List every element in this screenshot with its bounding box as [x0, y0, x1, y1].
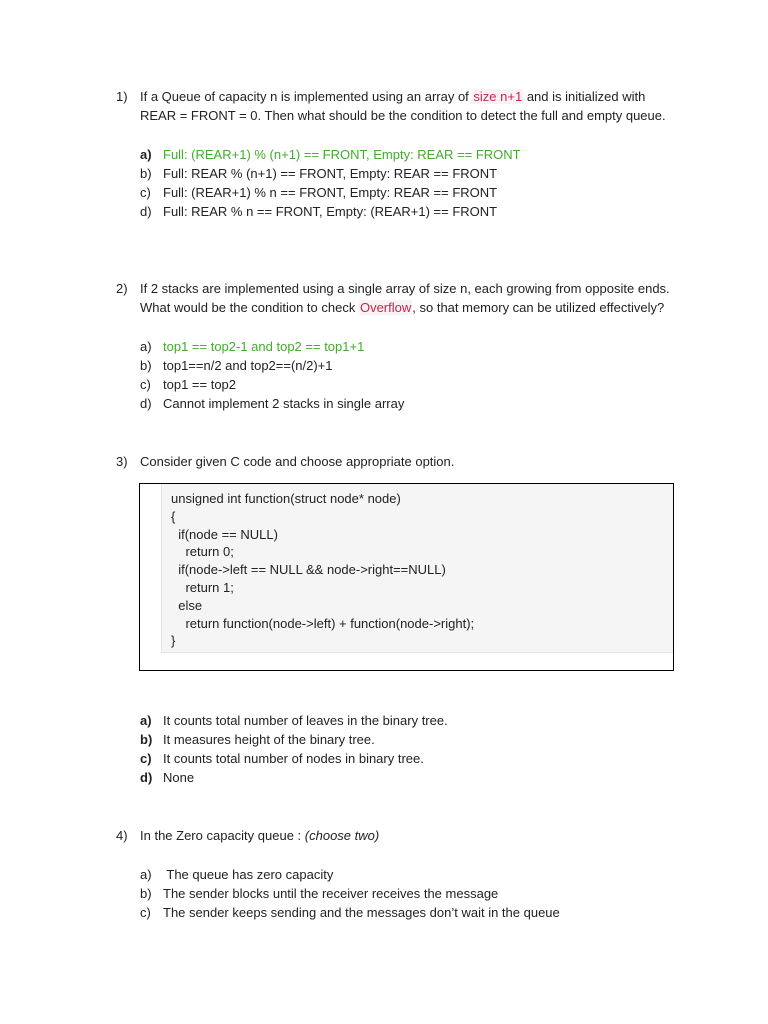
option-text: Full: (REAR+1) % n == FRONT, Empty: REAR == FRONT	[163, 185, 498, 200]
option-text: It counts total number of nodes in binary tree.	[163, 751, 424, 766]
highlighted-term: Overflow	[359, 300, 412, 315]
option-c	[116, 183, 676, 202]
code-line: {	[171, 508, 176, 524]
option-text: It counts total number of leaves in the binary tree.	[163, 713, 448, 728]
question-text-part: If 2 stacks are implemented using a single array of size n, each growing from opposite ends. What would be the condition to check	[140, 281, 670, 315]
option-label: b)	[140, 732, 153, 747]
question-4	[116, 826, 676, 922]
option-a	[116, 337, 676, 356]
option-a	[116, 145, 676, 164]
code-line: unsigned int function(struct node* node)	[171, 491, 401, 506]
code-line: return function(node->left) + function(node->right);	[171, 615, 475, 631]
code-line: return 0;	[171, 544, 234, 560]
option-text: None	[163, 770, 195, 785]
option-text: Full: REAR % n == FRONT, Empty: (REAR+1) == FRONT	[163, 204, 498, 219]
options-list	[116, 145, 676, 221]
option-label: b)	[140, 358, 152, 373]
code-box	[139, 483, 674, 671]
highlighted-term: size n+1	[473, 89, 523, 104]
question-text-part: If a Queue of capacity n is implemented using an array of	[140, 89, 473, 104]
question-2	[116, 279, 676, 413]
question-number: 1)	[116, 89, 128, 104]
option-label: a)	[140, 713, 152, 728]
code-line: if(node == NULL)	[171, 526, 278, 542]
option-text: Cannot implement 2 stacks in single array	[163, 396, 405, 411]
option-label: a)	[140, 339, 152, 354]
option-text: It measures height of the binary tree.	[163, 732, 375, 747]
question-text	[140, 279, 676, 317]
option-text: The sender keeps sending and the messages don’t wait in the queue	[163, 905, 560, 920]
option-c	[116, 375, 676, 394]
question-text: Consider given C code and choose appropriate option.	[140, 454, 455, 469]
code-line: else	[171, 597, 203, 613]
option-label: d)	[140, 770, 153, 785]
question-text	[140, 826, 676, 845]
option-label: d)	[140, 204, 152, 219]
options-list	[116, 865, 676, 922]
option-text: The queue has zero capacity	[163, 867, 334, 882]
option-label: a)	[140, 867, 152, 882]
question-text	[140, 87, 676, 125]
question-3-options	[116, 711, 676, 787]
question-3-stem	[116, 452, 676, 471]
option-b	[116, 356, 676, 375]
option-c	[116, 903, 676, 922]
option-a	[116, 711, 676, 730]
option-text: Full: (REAR+1) % (n+1) == FRONT, Empty: REAR == FRONT	[163, 147, 521, 162]
question-3	[116, 452, 676, 471]
code-block	[161, 484, 673, 653]
options-list	[116, 337, 676, 413]
option-a	[116, 865, 676, 884]
question-4-stem	[116, 826, 676, 845]
option-b	[116, 164, 676, 183]
option-text: top1 == top2-1 and top2 == top1+1	[163, 339, 365, 354]
option-text: top1==n/2 and top2==(n/2)+1	[163, 358, 333, 373]
option-label: c)	[140, 185, 151, 200]
question-1	[116, 87, 676, 221]
question-text-part: and is initialized with REAR = FRONT = 0. Then what should be the condition to detect the full and empty queue.	[140, 89, 666, 123]
option-label: c)	[140, 751, 152, 766]
option-label: c)	[140, 377, 151, 392]
option-d	[116, 394, 676, 413]
option-label: b)	[140, 166, 152, 181]
question-2-stem	[116, 279, 676, 317]
option-text: Full: REAR % (n+1) == FRONT, Empty: REAR == FRONT	[163, 166, 498, 181]
option-label: b)	[140, 886, 152, 901]
option-b	[116, 884, 676, 903]
question-1-stem	[116, 87, 676, 125]
question-number: 2)	[116, 281, 128, 296]
option-text: top1 == top2	[163, 377, 237, 392]
option-label: d)	[140, 396, 152, 411]
option-b	[116, 730, 676, 749]
option-label: c)	[140, 905, 151, 920]
code-line: }	[171, 633, 176, 649]
option-text: The sender blocks until the receiver receives the message	[163, 886, 499, 901]
question-text-part: , so that memory can be utilized effectively?	[412, 300, 665, 315]
question-number: 3)	[116, 454, 128, 469]
question-number: 4)	[116, 828, 128, 843]
option-label: a)	[140, 147, 152, 162]
code-line: return 1;	[171, 579, 234, 595]
code-line: if(node->left == NULL && node->right==NULL)	[171, 562, 446, 578]
question-text-part: In the Zero capacity queue :	[140, 828, 305, 843]
option-c	[116, 749, 676, 768]
question-note: (choose two)	[304, 828, 380, 843]
option-d	[116, 768, 676, 787]
option-d	[116, 202, 676, 221]
